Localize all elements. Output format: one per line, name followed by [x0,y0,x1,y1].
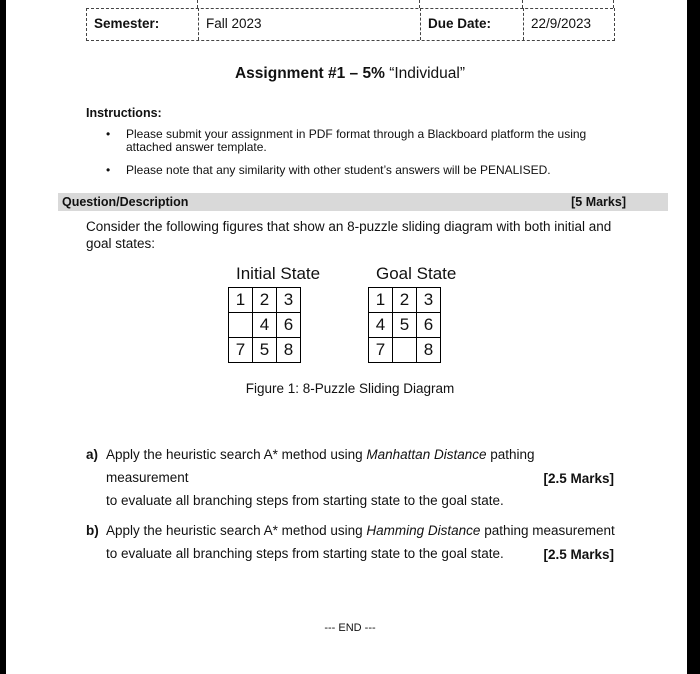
figure-caption: Figure 1: 8-Puzzle Sliding Diagram [245,381,455,396]
question-marks: [5 Marks] [571,195,626,209]
initial-state-grid [228,287,301,363]
bullet-icon: • [106,127,111,141]
bullet-icon: • [106,163,111,177]
question-description: Consider the following figures that show an 8-puzzle sliding diagram with both initial and goal states: [86,219,612,251]
part-a-line1-pre: Apply the heuristic search A* method using [106,447,367,462]
part-b-marks: [2.5 Marks] [543,547,614,562]
part-a-text [106,443,616,512]
header-top-fragment [86,0,613,8]
initial-state-title: Initial State [236,264,321,283]
part-b-line2: to evaluate all branching steps from starting state to the goal state. [106,546,504,561]
header-table [86,8,615,41]
puzzle-cell: 4 [369,313,393,338]
part-a-marks: [2.5 Marks] [543,471,614,486]
goal-state-title: Goal State [376,264,457,283]
part-a-line2: to evaluate all branching steps from starting state to the goal state. [106,493,504,508]
left-black-edge [0,0,6,674]
title-main: Assignment #1 – 5% [234,65,390,82]
assignment-title [0,65,700,83]
question-header-bar [58,193,668,211]
puzzle-cell: 6 [417,313,441,338]
puzzle-cell: 1 [369,288,393,313]
part-a-line1-post: pathing measurement [106,447,535,485]
part-b-line1-post: pathing measurement [480,523,615,538]
part-a-emphasis: Manhattan Distance [366,447,487,462]
due-date-label: Due Date: [420,8,523,40]
part-b-text [106,519,616,565]
puzzle-cell: 6 [277,313,301,338]
right-black-edge [687,0,700,674]
puzzle-cell: 2 [253,288,277,313]
part-b-emphasis: Hamming Distance [366,523,481,538]
puzzle-cell [393,338,417,363]
puzzle-cell: 7 [229,338,253,363]
part-a-label: a) [86,447,99,462]
semester-value: Fall 2023 [198,8,420,40]
puzzle-cell: 5 [253,338,277,363]
instruction-item: Please note that any similarity with other student’s answers will be PENALISED. [126,163,551,177]
part-a-line1 [106,443,616,489]
goal-state-grid [368,287,441,363]
puzzle-cell: 2 [393,288,417,313]
instructions-heading: Instructions: [86,106,162,120]
puzzle-cell: 8 [277,338,301,363]
puzzle-cell [229,313,253,338]
instruction-item: Please submit your assignment in PDF format through a Blackboard platform the using attached answer template. [126,127,587,154]
puzzle-cell: 3 [277,288,301,313]
end-marker: --- END --- [324,622,376,634]
semester-label: Semester: [94,16,160,31]
part-b-line1-pre: Apply the heuristic search A* method using [106,523,367,538]
title-quoted: “Individual” [389,65,465,82]
puzzle-cell: 3 [417,288,441,313]
puzzle-cell: 4 [253,313,277,338]
part-b-line1 [106,519,616,542]
part-b-label: b) [86,523,99,538]
puzzle-cell: 5 [393,313,417,338]
puzzle-cell: 7 [369,338,393,363]
puzzle-cell: 8 [417,338,441,363]
puzzle-cell: 1 [229,288,253,313]
due-date-value: 22/9/2023 [523,8,614,40]
question-label: Question/Description [62,195,189,209]
